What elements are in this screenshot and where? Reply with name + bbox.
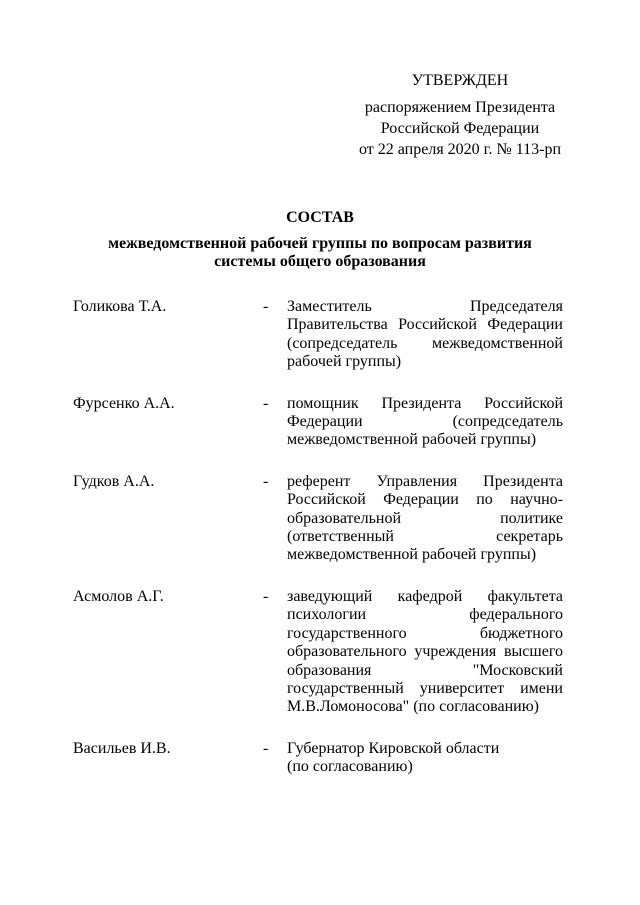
member-role-line: Российской Федерации по научно-: [287, 491, 563, 509]
member-row: [0, 298, 640, 372]
member-role-line: психологии федерального: [287, 606, 563, 624]
approval-line: распоряжением Президента: [364, 99, 556, 116]
member-role-line: (сопредседатель межведомственной: [287, 334, 563, 352]
member-role: [287, 588, 563, 717]
member-role-line: межведомственной рабочей группы): [287, 431, 537, 449]
member-row: [0, 740, 640, 777]
member-role: [287, 395, 563, 450]
document-subtitle-line: межведомственной рабочей группы по вопросам развития: [108, 235, 532, 252]
member-role-line: заведующий кафедрой факультета: [287, 587, 563, 605]
member-name: Васильев И.В.: [73, 739, 171, 757]
member-role-line: образовательной политике: [287, 509, 563, 527]
approval-line: Российской Федерации: [380, 120, 540, 137]
approval-heading: УТВЕРЖДЕН: [411, 72, 509, 89]
member-role-line: (ответственный секретарь: [287, 528, 563, 546]
member-role: [287, 473, 563, 565]
member-role-line: помощник Президента Российской: [287, 394, 563, 412]
members-list: [0, 298, 640, 800]
member-dash: -: [263, 394, 269, 412]
approval-date-line: от 22 апреля 2020 г. № 113-рп: [359, 141, 561, 158]
member-role-line: М.В.Ломоносова" (по согласованию): [287, 698, 539, 716]
member-role-line: государственного бюджетного: [287, 624, 563, 642]
member-name: Гудков А.А.: [73, 472, 155, 490]
member-dash: -: [263, 298, 269, 315]
member-role-line: Правительства Российской Федерации: [287, 316, 563, 334]
document-subtitle-line: системы общего образования: [214, 253, 426, 270]
member-role-line: межведомственной рабочей группы): [287, 546, 537, 564]
approval-stamp: [340, 70, 580, 160]
member-role: [287, 740, 563, 777]
document-title: СОСТАВ: [286, 209, 354, 226]
member-dash: -: [263, 587, 269, 605]
member-row: [0, 588, 640, 717]
member-role-line: Губернатор Кировской области: [287, 739, 500, 757]
member-name: Фурсенко А.А.: [73, 394, 175, 412]
member-name: Голикова Т.А.: [73, 298, 167, 315]
document-title-block: [60, 207, 580, 271]
member-row: [0, 395, 640, 450]
member-dash: -: [263, 472, 269, 490]
member-name: Асмолов А.Г.: [73, 587, 164, 605]
member-role-line: Заместитель Председателя: [287, 298, 563, 315]
member-row: [0, 473, 640, 565]
member-role-line: Федерации (сопредседатель: [287, 413, 563, 431]
member-role-line: образования "Московский: [287, 661, 563, 679]
member-role-line: государственный университет имени: [287, 679, 563, 697]
member-role-line: (по согласованию): [287, 758, 413, 776]
member-role-line: образовательного учреждения высшего: [287, 643, 563, 661]
member-dash: -: [263, 739, 269, 757]
member-role-line: рабочей группы): [287, 353, 402, 371]
member-role-line: референт Управления Президента: [287, 472, 563, 490]
member-role: [287, 298, 563, 372]
